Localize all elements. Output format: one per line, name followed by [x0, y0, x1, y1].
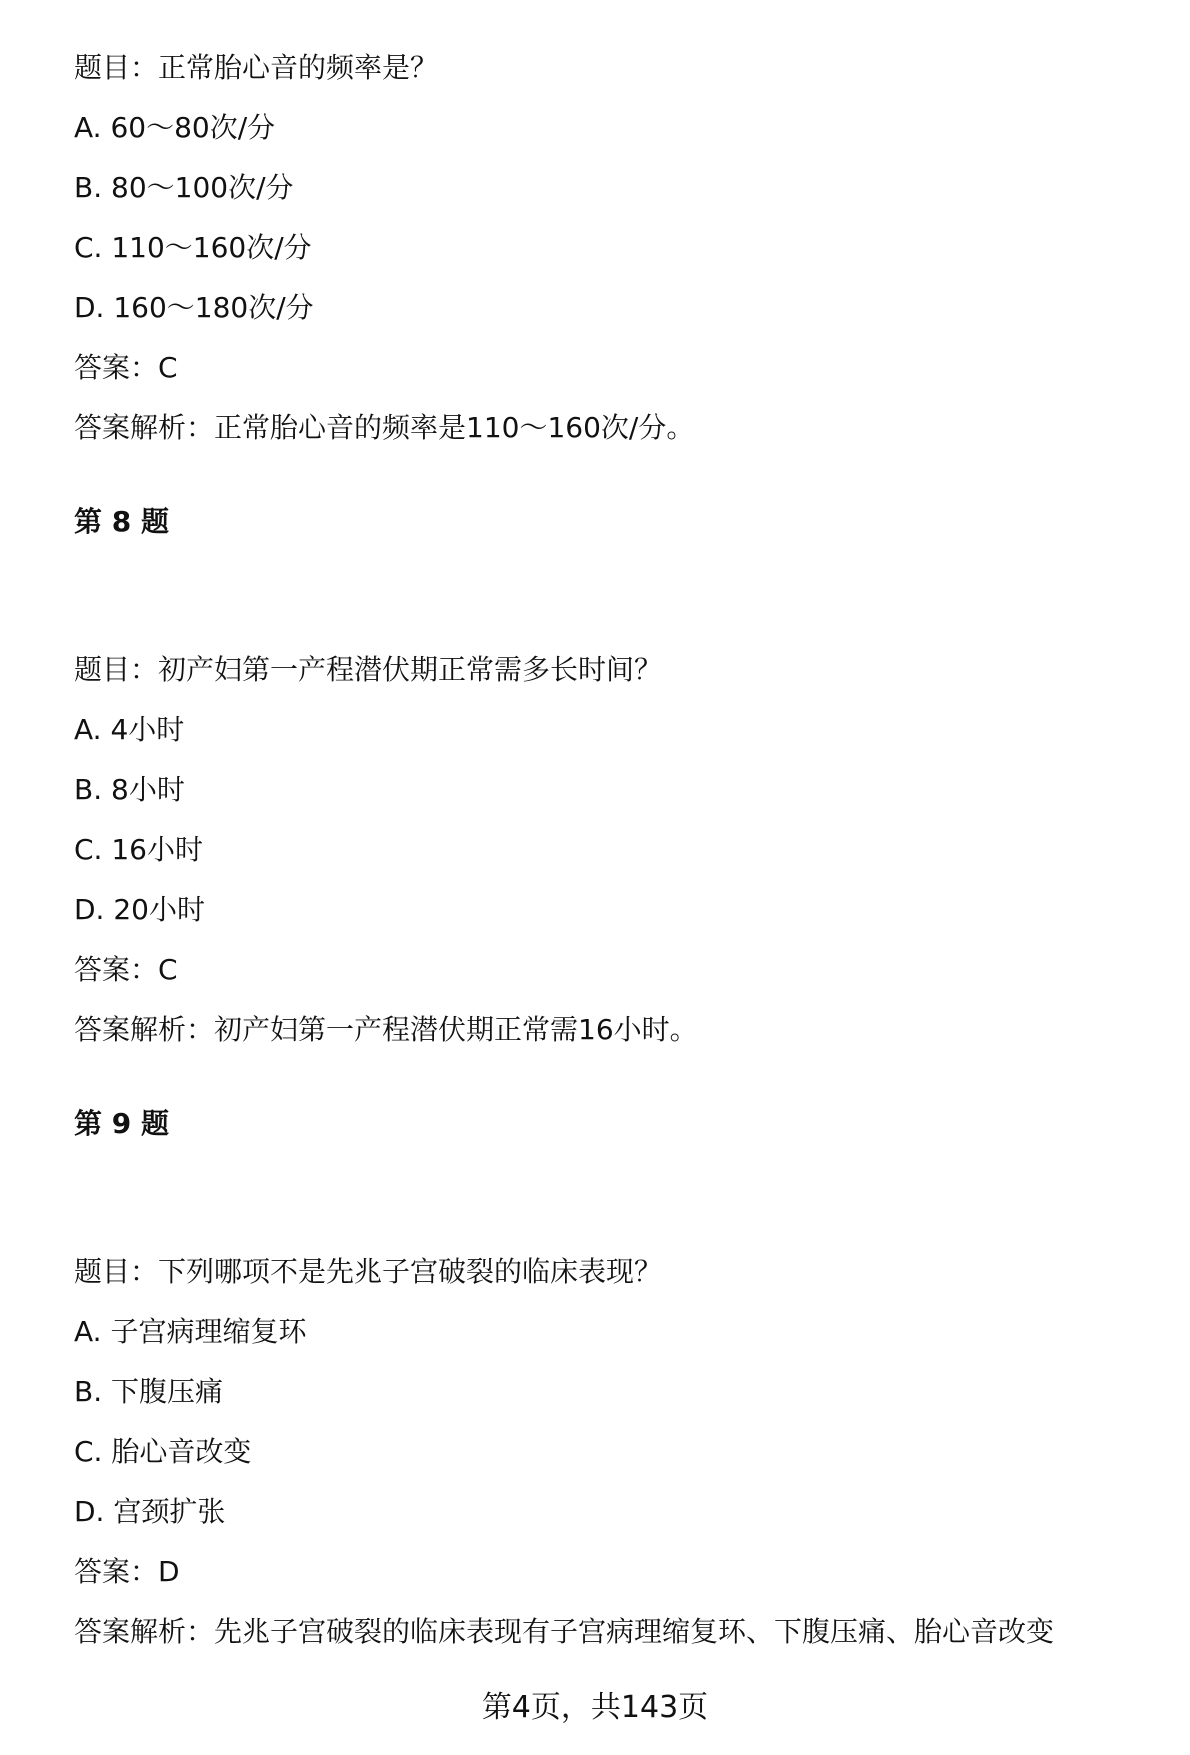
option-a: A. 4小时: [74, 713, 185, 746]
question-text: 题目：正常胎心音的频率是？: [74, 51, 439, 84]
answer-explanation: 答案解析：正常胎心音的频率是110～160次/分。: [74, 411, 695, 444]
page-footer: 第4页，共143页: [481, 1690, 709, 1725]
option-d: D. 宫颈扩张: [74, 1495, 226, 1528]
option-c: C. 16小时: [74, 833, 203, 866]
answer: 答案：C: [74, 953, 178, 986]
option-a: A. 子宫病理缩复环: [74, 1315, 307, 1348]
answer-explanation: 答案解析：初产妇第一产程潜伏期正常需16小时。: [74, 1013, 698, 1046]
question-heading: 第 9 题: [74, 1107, 169, 1140]
question-text: 题目：下列哪项不是先兆子宫破裂的临床表现？: [74, 1255, 663, 1288]
question-text: 题目：初产妇第一产程潜伏期正常需多长时间？: [74, 653, 663, 686]
option-d: D. 160～180次/分: [74, 291, 314, 324]
answer: 答案：D: [74, 1555, 180, 1588]
option-c: C. 110～160次/分: [74, 231, 312, 264]
option-b: B. 8小时: [74, 773, 185, 806]
answer: 答案：C: [74, 351, 178, 384]
option-a: A. 60～80次/分: [74, 111, 276, 144]
option-d: D. 20小时: [74, 893, 205, 926]
option-b: B. 下腹压痛: [74, 1375, 224, 1408]
option-b: B. 80～100次/分: [74, 171, 294, 204]
question-heading: 第 8 题: [74, 505, 169, 538]
answer-explanation: 答案解析：先兆子宫破裂的临床表现有子宫病理缩复环、下腹压痛、胎心音改变: [74, 1615, 1055, 1648]
option-c: C. 胎心音改变: [74, 1435, 252, 1468]
